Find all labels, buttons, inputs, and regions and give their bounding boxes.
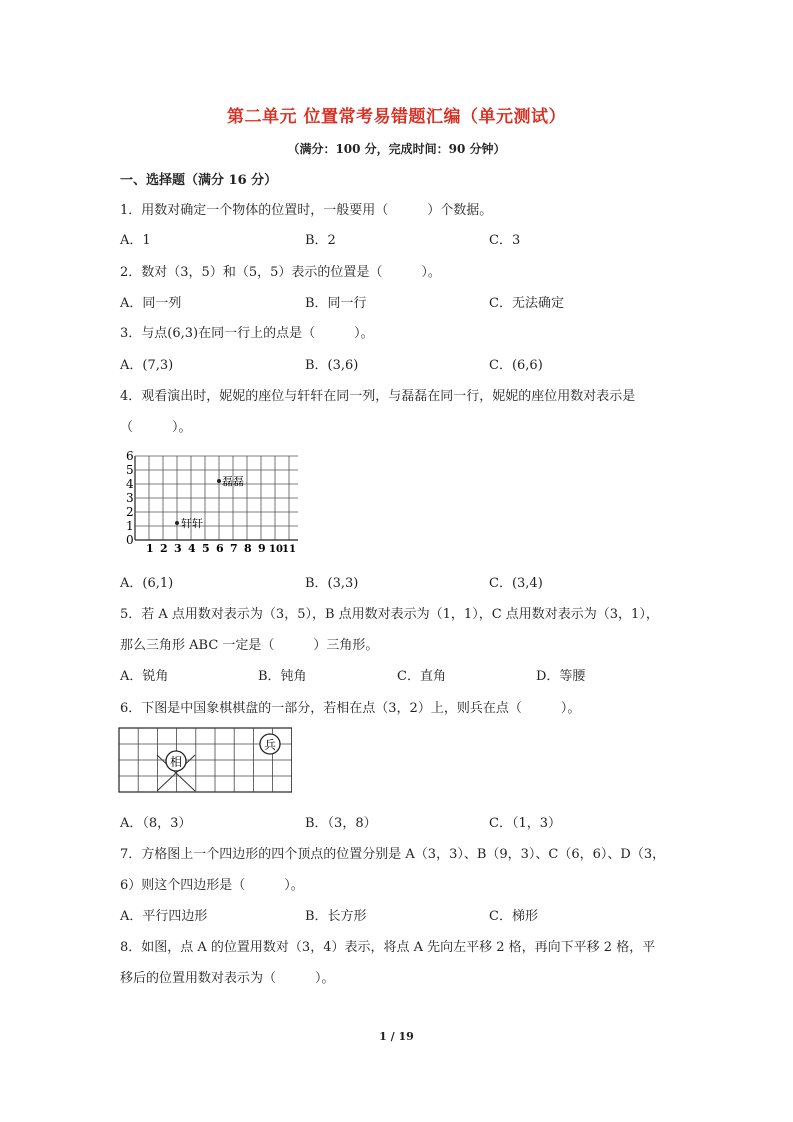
question-8-line-1: 8．如图，点 A 的位置用数对（3，4）表示，将点 A 先向左平移 2 格，再向下平移 2 格，平 [120, 940, 656, 955]
y-tick-labels [126, 449, 134, 547]
chess-piece-bing-label: 兵 [263, 738, 277, 752]
question-6-option-a: A．（8，3） [120, 816, 192, 831]
x-tick: 9 [258, 542, 266, 555]
question-3-text: 3．与点(6,3)在同一行上的点是（ ）。 [120, 326, 374, 341]
question-5-option-b: B．钝角 [258, 669, 307, 684]
question-2-option-c: C．无法确定 [489, 296, 564, 311]
x-tick: 7 [230, 542, 238, 555]
question-6-option-c: C．（1，3） [489, 816, 561, 831]
question-1-option-a: A．1 [120, 233, 151, 248]
y-tick: 4 [126, 477, 134, 491]
chess-piece-bing [260, 734, 280, 754]
y-tick: 1 [126, 519, 134, 533]
chess-board-figure [118, 727, 292, 793]
question-1-option-b: B．2 [305, 233, 336, 248]
x-tick-labels [146, 542, 296, 555]
question-8-line-2: 移后的位置用数对表示为（ ）。 [120, 971, 335, 986]
question-4-option-b: B．(3,3) [305, 576, 359, 591]
point-xuanxuan [175, 521, 179, 525]
grid-lines [135, 456, 298, 540]
chess-piece-xiang-label: 相 [169, 755, 183, 769]
x-tick: 8 [244, 542, 252, 555]
question-7-option-c: C．梯形 [489, 909, 538, 924]
question-5-line-1: 5．若 A 点用数对表示为（3，5），B 点用数对表示为（1，1），C 点用数对表示为（3，1）， [120, 607, 659, 622]
question-5-line-2: 那么三角形 ABC 一定是（ ）三角形。 [120, 638, 379, 653]
point-leilei [217, 479, 221, 483]
point-xuanxuan-label: 轩轩 [181, 517, 203, 530]
question-3-option-c: C．(6,6) [489, 358, 543, 373]
x-tick: 10 [269, 544, 283, 555]
page-title: 第二单元 位置常考易错题汇编（单元测试） [227, 107, 566, 127]
question-7-line-2: 6）则这个四边形是（ ）。 [120, 878, 304, 893]
question-6-option-b: B．（3，8） [305, 816, 377, 831]
coordinate-grid-figure [118, 445, 298, 557]
y-tick: 2 [126, 505, 134, 519]
question-7-line-1: 7．方格图上一个四边形的四个顶点的位置分别是 A（3，3）、B（9，3）、C（6，6）、D（3， [120, 847, 666, 862]
x-tick: 11 [282, 544, 296, 555]
y-tick: 3 [126, 491, 134, 505]
point-leilei-label: 磊磊 [222, 475, 244, 488]
question-3-option-b: B．(3,6) [305, 358, 359, 373]
page-subtitle: （满分：100 分，完成时间：90 分钟） [287, 142, 506, 156]
question-1-text: 1．用数对确定一个物体的位置时，一般要用（ ）个数据。 [120, 203, 493, 218]
question-2-option-b: B．同一行 [305, 296, 367, 311]
x-tick: 3 [174, 542, 182, 555]
x-tick: 1 [146, 542, 154, 555]
question-4-line-1: 4．观看演出时，妮妮的座位与轩轩在同一列，与磊磊在同一行，妮妮的座位用数对表示是 [120, 389, 636, 404]
x-tick: 6 [216, 542, 224, 555]
y-tick: 6 [126, 449, 134, 463]
chess-piece-xiang [166, 751, 186, 771]
question-2-text: 2．数对（3，5）和（5，5）表示的位置是（ ）。 [120, 265, 441, 280]
question-7-option-a: A．平行四边形 [120, 909, 208, 924]
page-number: 1 / 19 [379, 1030, 414, 1043]
question-7-option-b: B．长方形 [305, 909, 367, 924]
question-3-option-a: A．(7,3) [120, 358, 174, 373]
question-4-option-a: A．(6,1) [120, 576, 174, 591]
question-5-option-d: D．等腰 [536, 669, 586, 684]
x-tick: 4 [188, 542, 196, 555]
question-6-text: 6．下图是中国象棋棋盘的一部分，若相在点（3，2）上，则兵在点（ ）。 [120, 701, 581, 716]
question-2-option-a: A．同一列 [120, 296, 182, 311]
question-1-option-c: C．3 [489, 233, 521, 248]
question-5-option-c: C．直角 [397, 669, 446, 684]
y-tick: 5 [126, 463, 134, 477]
question-5-option-a: A．锐角 [120, 669, 169, 684]
x-tick: 5 [202, 542, 210, 555]
question-4-line-2: （ ）。 [120, 420, 192, 435]
question-4-option-c: C．(3,4) [489, 576, 543, 591]
section-heading: 一、选择题（满分 16 分） [120, 173, 278, 188]
x-tick: 2 [160, 542, 168, 555]
y-tick: 0 [126, 533, 134, 547]
